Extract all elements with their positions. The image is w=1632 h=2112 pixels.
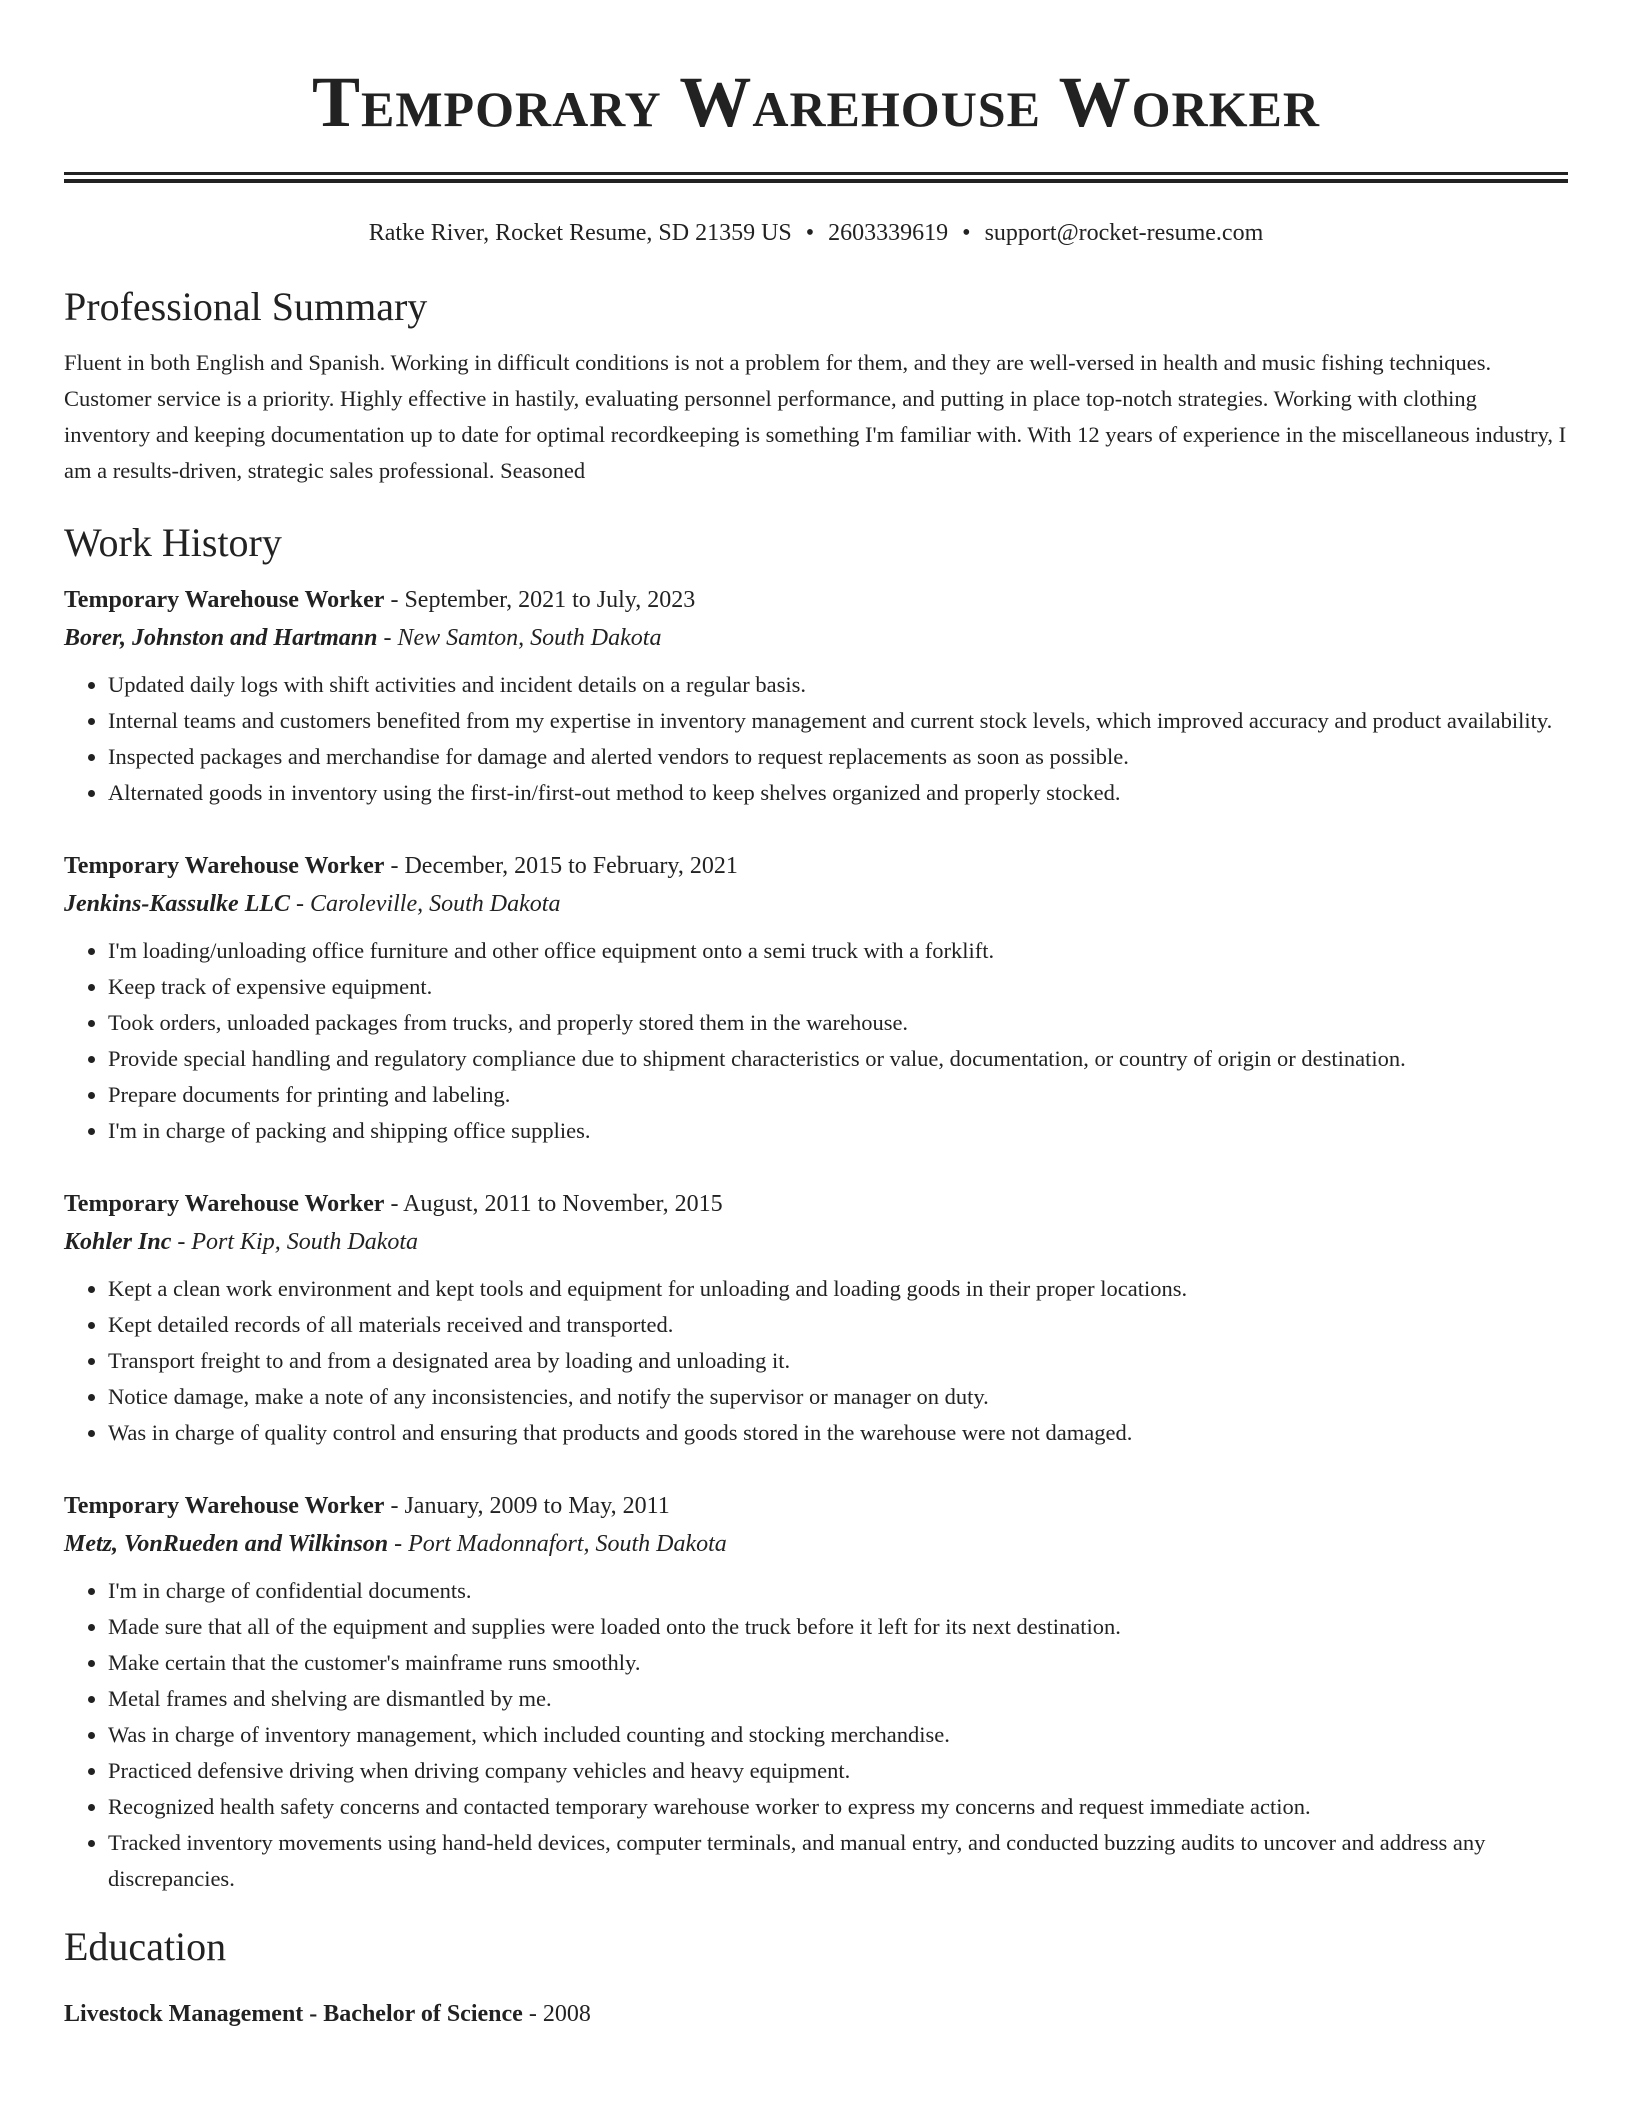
job-duties-list (64, 667, 1568, 811)
duty-list-item: • Kept a clean work environment and kept tools and equipment for unloading and loading goods in their proper locations. (108, 1271, 1568, 1307)
job-duties-list (64, 1573, 1568, 1897)
work-history-heading: Work History (64, 520, 282, 565)
job-title: Temporary Warehouse Worker (64, 587, 385, 613)
contact-separator: • (805, 220, 815, 246)
contact-address: Ratke River, Rocket Resume, SD 21359 US (368, 220, 792, 246)
duty-list-item: • Made sure that all of the equipment and supplies were loaded onto the truck before it left for its next destination. (108, 1609, 1568, 1645)
duty-list-item: • Updated daily logs with shift activities and incident details on a regular basis. (108, 667, 1568, 703)
job-entry (64, 1185, 1568, 1451)
resume-title: Temporary Warehouse Worker (311, 62, 1321, 142)
education-heading: Education (64, 1924, 227, 1969)
job-location: Port Kip, South Dakota (191, 1229, 419, 1255)
job-location: New Samton, South Dakota (397, 625, 662, 651)
job-title: Temporary Warehouse Worker (64, 1493, 385, 1519)
work-history-list (64, 581, 1568, 1897)
contact-phone: 2603339619 (828, 220, 949, 246)
education-year: 2008 (542, 2001, 591, 2027)
duty-list-item: • Alternated goods in inventory using the first-in/first-out method to keep shelves organized and properly stocked. (108, 775, 1568, 811)
job-location: Caroleville, South Dakota (310, 891, 561, 917)
education-degree: Livestock Management - Bachelor of Science (64, 2001, 523, 2027)
job-company: Borer, Johnston and Hartmann (64, 625, 378, 651)
job-company-line: Borer, Johnston and Hartmann - New Samton, South Dakota (64, 625, 662, 651)
duty-list-item: • I'm in charge of packing and shipping office supplies. (108, 1113, 1568, 1149)
duty-list-item: • Notice damage, make a note of any inconsistencies, and notify the supervisor or manager on duty. (108, 1379, 1568, 1415)
job-entry (64, 847, 1568, 1149)
summary-heading: Professional Summary (64, 284, 428, 329)
duty-list-item: • Provide special handling and regulatory compliance due to shipment characteristics or value, documentation, or country of origin or destination. (108, 1041, 1568, 1077)
duty-list-item: • Kept detailed records of all materials received and transported. (108, 1307, 1568, 1343)
duty-list-item: • Was in charge of inventory management, which included counting and stocking merchandise. (108, 1717, 1568, 1753)
duty-list-item: • Internal teams and customers benefited from my expertise in inventory management and current stock levels, which improved accuracy and product availability. (108, 703, 1568, 739)
duty-list-item: • Transport freight to and from a designated area by loading and unloading it. (108, 1343, 1568, 1379)
contact-line (64, 217, 1568, 249)
duty-list-item: • Inspected packages and merchandise for damage and alerted vendors to request replacements as soon as possible. (108, 739, 1568, 775)
education-entry: Livestock Management - Bachelor of Science - 2008 (64, 2001, 591, 2027)
contact-separator: • (962, 220, 971, 246)
duty-list-item: • I'm in charge of confidential documents. (108, 1573, 1568, 1609)
job-title-line: Temporary Warehouse Worker - August, 2011 to November, 2015 (64, 1191, 723, 1217)
job-dates: December, 2015 to February, 2021 (404, 853, 738, 879)
job-title-line: Temporary Warehouse Worker - September, 2021 to July, 2023 (64, 587, 696, 613)
job-duties-list (64, 1271, 1568, 1451)
job-title-line: Temporary Warehouse Worker - January, 2009 to May, 2011 (64, 1493, 670, 1519)
job-company-line: Kohler Inc - Port Kip, South Dakota (64, 1229, 419, 1255)
job-title: Temporary Warehouse Worker (64, 1191, 385, 1217)
job-entry (64, 581, 1568, 811)
duty-list-item: • I'm loading/unloading office furniture and other office equipment onto a semi truck with a forklift. (108, 933, 1568, 969)
job-duties-list (64, 933, 1568, 1149)
job-company: Jenkins-Kassulke LLC (64, 891, 291, 917)
duty-list-item: • Took orders, unloaded packages from trucks, and properly stored them in the warehouse. (108, 1005, 1568, 1041)
duty-list-item: • Prepare documents for printing and labeling. (108, 1077, 1568, 1113)
duty-list-item: • Keep track of expensive equipment. (108, 969, 1568, 1005)
job-title: Temporary Warehouse Worker (64, 853, 385, 879)
duty-list-item: • Tracked inventory movements using hand-held devices, computer terminals, and manual entry, and conducted buzzing audits to uncover and address any discrepancies. (108, 1825, 1568, 1897)
duty-list-item: • Recognized health safety concerns and contacted temporary warehouse worker to express my concerns and request immediate action. (108, 1789, 1568, 1825)
duty-list-item: • Metal frames and shelving are dismantled by me. (108, 1681, 1568, 1717)
job-dates: January, 2009 to May, 2011 (404, 1493, 670, 1519)
job-location: Port Madonnafort, South Dakota (408, 1531, 727, 1557)
job-company: Kohler Inc (64, 1229, 172, 1255)
job-company-line: Jenkins-Kassulke LLC - Caroleville, South Dakota (64, 891, 561, 917)
job-company: Metz, VonRueden and Wilkinson (64, 1531, 389, 1557)
job-dates: September, 2021 to July, 2023 (404, 587, 696, 613)
job-entry (64, 1487, 1568, 1897)
job-title-line: Temporary Warehouse Worker - December, 2015 to February, 2021 (64, 853, 738, 879)
duty-list-item: • Was in charge of quality control and ensuring that products and goods stored in the warehouse were not damaged. (108, 1415, 1568, 1451)
job-company-line: Metz, VonRueden and Wilkinson - Port Madonnafort, South Dakota (64, 1531, 727, 1557)
job-dates: August, 2011 to November, 2015 (403, 1191, 723, 1217)
duty-list-item: • Make certain that the customer's mainframe runs smoothly. (108, 1645, 1568, 1681)
duty-list-item: • Practiced defensive driving when driving company vehicles and heavy equipment. (108, 1753, 1568, 1789)
summary-text: Fluent in both English and Spanish. Working in difficult conditions is not a problem for them, and they are well-versed in health and music fishing techniques. Customer service is a priority. Highly effective in hastily, evaluating personnel performance, and putting in place top-notch strategies. Working with clothing inventory and keeping documentation up to date for optimal recordkeeping is something I'm familiar with. With 12 years of experience in the miscellaneous industry, I am a results-driven, strategic sales professional. Seasoned (64, 350, 1567, 483)
title-double-rule (64, 172, 1568, 183)
contact-email[interactable]: support@rocket-resume.com (984, 220, 1264, 246)
